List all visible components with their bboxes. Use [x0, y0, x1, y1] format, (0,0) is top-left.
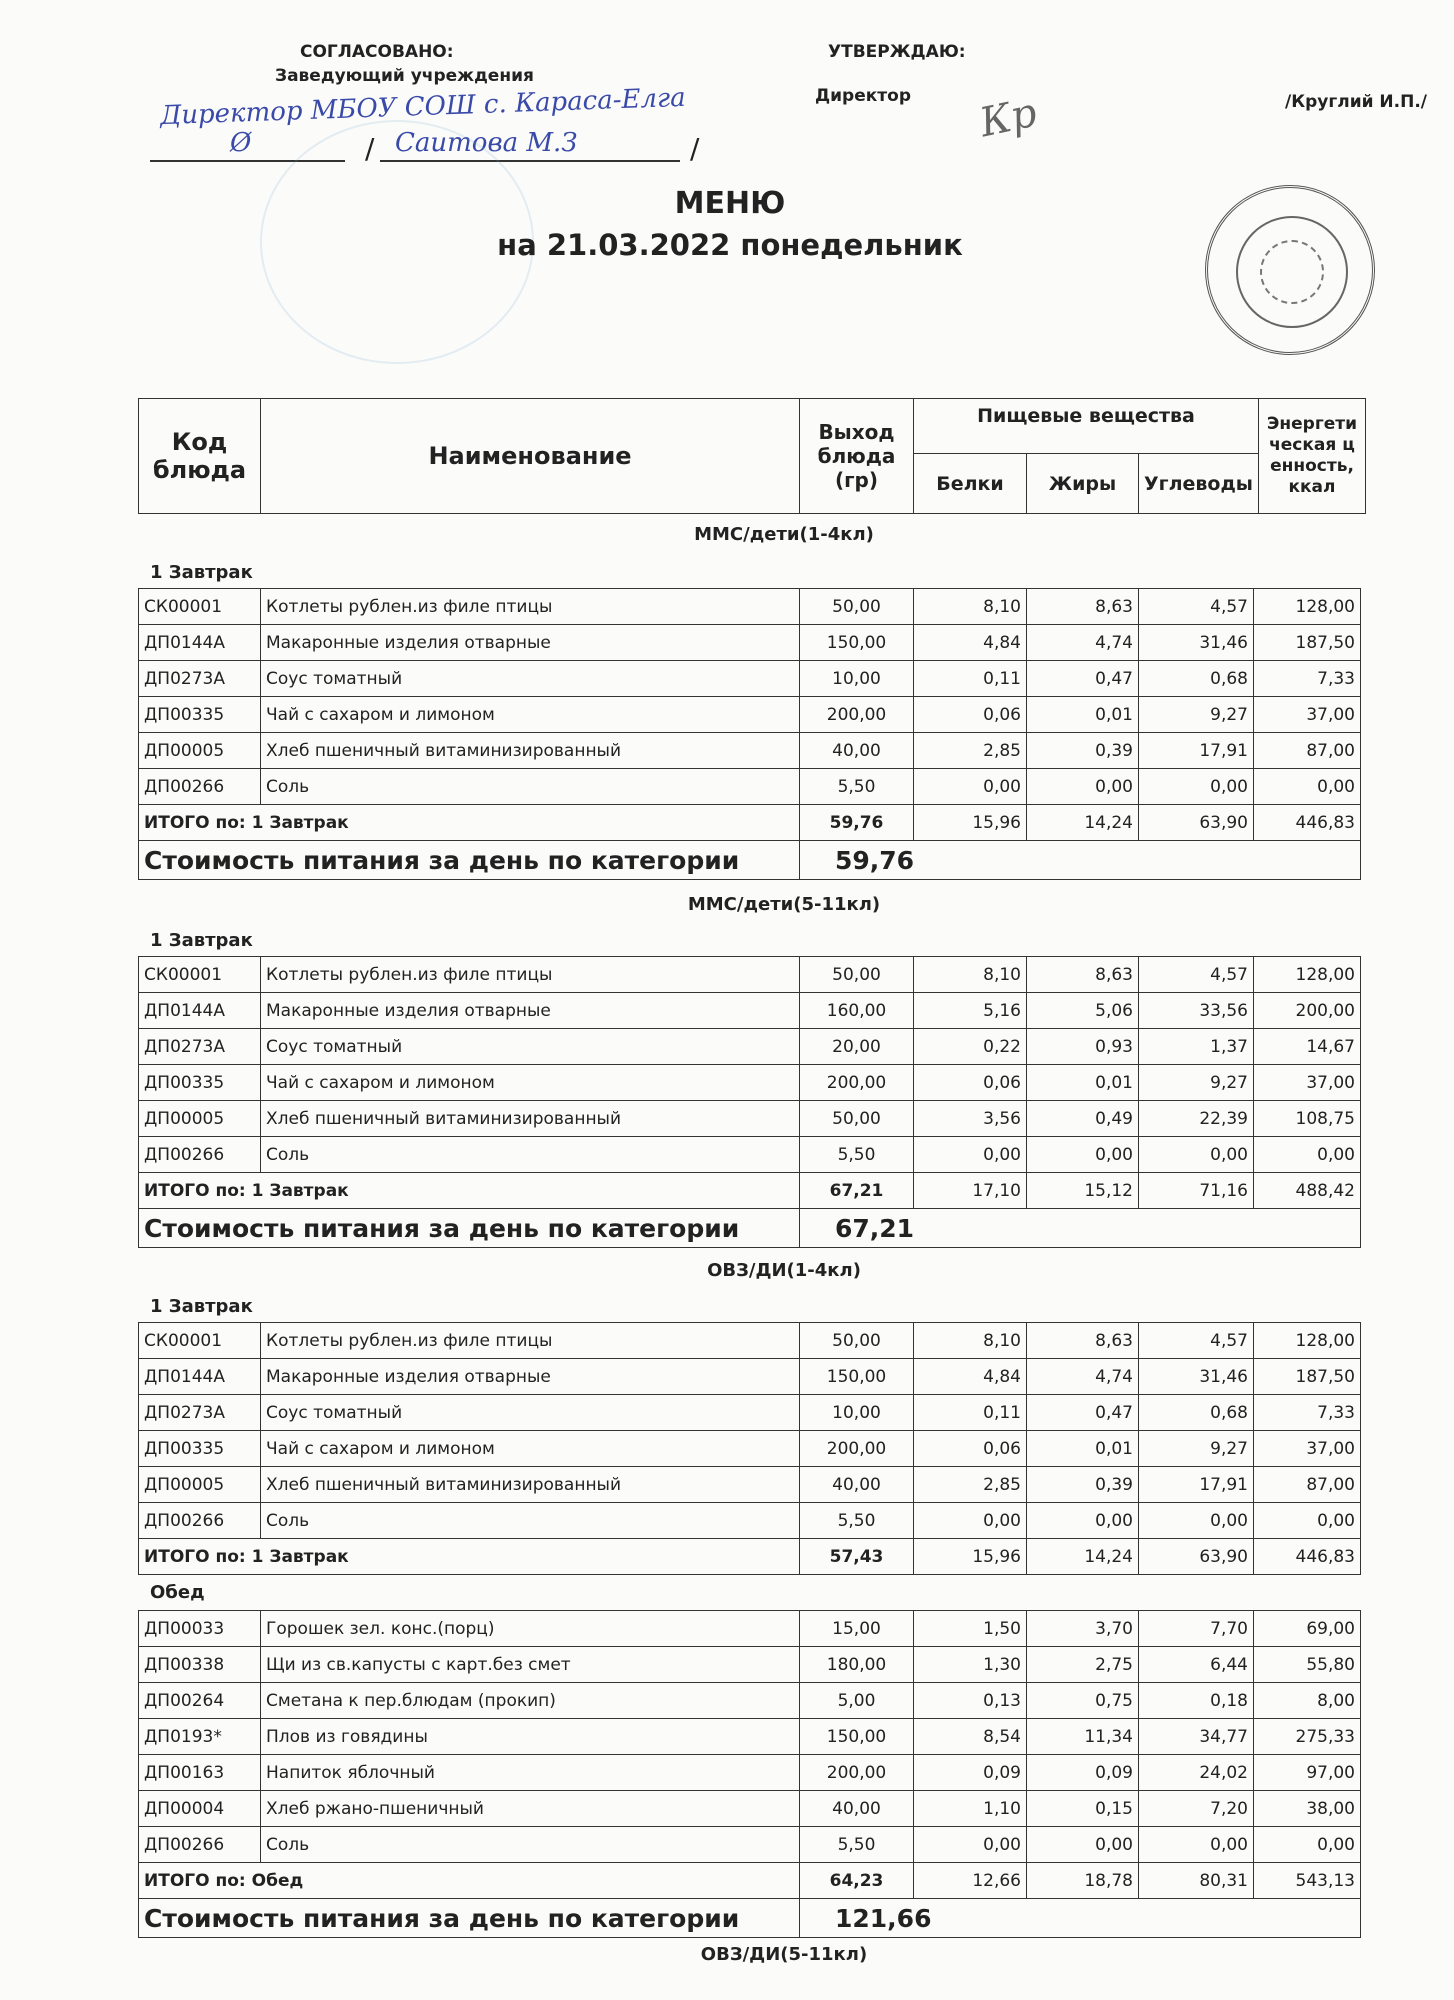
cell-fat: 0,75: [1027, 1683, 1139, 1719]
meal-label: Обед: [150, 1582, 205, 1603]
cell-code: ДП00266: [139, 1137, 261, 1173]
cell-fat: 4,74: [1027, 1359, 1139, 1395]
cell-code: ДП00004: [139, 1791, 261, 1827]
total-protein: 15,96: [914, 805, 1027, 841]
cell-name: Хлеб ржано-пшеничный: [261, 1791, 800, 1827]
cell-carbs: 0,18: [1139, 1683, 1254, 1719]
cell-code: ДП00266: [139, 1827, 261, 1863]
cell-kcal: 7,33: [1254, 661, 1361, 697]
header-name: Наименование: [261, 399, 800, 514]
cell-protein: 8,54: [914, 1719, 1027, 1755]
cell-fat: 0,09: [1027, 1755, 1139, 1791]
cost-value: 121,66: [800, 1899, 1361, 1938]
cell-fat: 0,47: [1027, 661, 1139, 697]
cell-code: ДП00005: [139, 733, 261, 769]
cell-code: ДП00335: [139, 1065, 261, 1101]
cell-name: Котлеты рублен.из филе птицы: [261, 1323, 800, 1359]
cell-yield: 200,00: [800, 1755, 914, 1791]
cell-yield: 50,00: [800, 589, 914, 625]
cell-protein: 1,10: [914, 1791, 1027, 1827]
cell-protein: 2,85: [914, 1467, 1027, 1503]
cost-row: [139, 1899, 1361, 1938]
cell-fat: 5,06: [1027, 993, 1139, 1029]
approve-title: УТВЕРЖДАЮ:: [828, 42, 966, 62]
cell-kcal: 69,00: [1254, 1611, 1361, 1647]
cost-label: Стоимость питания за день по категории: [139, 841, 800, 880]
table-row: [139, 625, 1361, 661]
cell-protein: 0,13: [914, 1683, 1027, 1719]
section-table: [138, 956, 1361, 1248]
cell-protein: 8,10: [914, 589, 1027, 625]
cell-carbs: 31,46: [1139, 625, 1254, 661]
cell-protein: 0,00: [914, 769, 1027, 805]
cell-protein: 8,10: [914, 957, 1027, 993]
cell-protein: 0,00: [914, 1827, 1027, 1863]
table-row: [139, 1683, 1361, 1719]
cell-yield: 160,00: [800, 993, 914, 1029]
cell-name: Чай с сахаром и лимоном: [261, 697, 800, 733]
cell-kcal: 0,00: [1254, 1137, 1361, 1173]
total-carbs: 80,31: [1139, 1863, 1254, 1899]
cell-kcal: 8,00: [1254, 1683, 1361, 1719]
cell-name: Хлеб пшеничный витаминизированный: [261, 733, 800, 769]
agreed-handwritten-name: Саитова М.З: [395, 128, 578, 158]
cell-carbs: 0,68: [1139, 1395, 1254, 1431]
table-row: [139, 957, 1361, 993]
cell-carbs: 17,91: [1139, 733, 1254, 769]
cell-fat: 0,39: [1027, 1467, 1139, 1503]
table-row: [139, 1359, 1361, 1395]
total-yield: 64,23: [800, 1863, 914, 1899]
cell-yield: 5,50: [800, 1137, 914, 1173]
cell-kcal: 0,00: [1254, 769, 1361, 805]
cell-code: ДП0144А: [139, 993, 261, 1029]
cell-yield: 5,50: [800, 1827, 914, 1863]
total-kcal: 488,42: [1254, 1173, 1361, 1209]
cell-carbs: 0,68: [1139, 661, 1254, 697]
cell-protein: 0,22: [914, 1029, 1027, 1065]
header-nutrients: Пищевые вещества: [914, 399, 1259, 454]
cell-name: Соль: [261, 1503, 800, 1539]
cell-protein: 0,06: [914, 1431, 1027, 1467]
cell-yield: 200,00: [800, 697, 914, 733]
total-row: [139, 1173, 1361, 1209]
cell-yield: 10,00: [800, 661, 914, 697]
cell-name: Горошек зел. конс.(порц): [261, 1611, 800, 1647]
cell-name: Макаронные изделия отварные: [261, 1359, 800, 1395]
cell-kcal: 97,00: [1254, 1755, 1361, 1791]
cell-carbs: 0,00: [1139, 1137, 1254, 1173]
cell-protein: 0,06: [914, 697, 1027, 733]
cost-label: Стоимость питания за день по категории: [139, 1209, 800, 1248]
table-row: [139, 1467, 1361, 1503]
table-row: [139, 769, 1361, 805]
agreed-title: СОГЛАСОВАНО:: [300, 42, 454, 62]
cell-code: ДП00338: [139, 1647, 261, 1683]
cell-protein: 1,30: [914, 1647, 1027, 1683]
page-title: МЕНЮ: [674, 186, 786, 221]
cell-kcal: 128,00: [1254, 957, 1361, 993]
cell-code: СК00001: [139, 957, 261, 993]
cell-name: Хлеб пшеничный витаминизированный: [261, 1467, 800, 1503]
cell-protein: 1,50: [914, 1611, 1027, 1647]
cell-yield: 40,00: [800, 1791, 914, 1827]
cell-code: ДП0273А: [139, 661, 261, 697]
cell-kcal: 200,00: [1254, 993, 1361, 1029]
cell-code: ДП00335: [139, 697, 261, 733]
total-protein: 15,96: [914, 1539, 1027, 1575]
cell-carbs: 22,39: [1139, 1101, 1254, 1137]
cell-fat: 0,00: [1027, 769, 1139, 805]
cell-name: Соус томатный: [261, 661, 800, 697]
total-yield: 59,76: [800, 805, 914, 841]
cost-value: 59,76: [800, 841, 1361, 880]
cell-yield: 5,50: [800, 769, 914, 805]
cell-name: Напиток яблочный: [261, 1755, 800, 1791]
table-row: [139, 1065, 1361, 1101]
meal-label: 1 Завтрак: [150, 930, 253, 951]
total-label: ИТОГО по: 1 Завтрак: [139, 1539, 800, 1575]
cell-yield: 150,00: [800, 625, 914, 661]
meal-label: 1 Завтрак: [150, 562, 253, 583]
cell-yield: 50,00: [800, 1101, 914, 1137]
cell-code: ДП0193*: [139, 1719, 261, 1755]
table-row: [139, 1395, 1361, 1431]
cell-yield: 20,00: [800, 1029, 914, 1065]
cell-kcal: 108,75: [1254, 1101, 1361, 1137]
table-row: [139, 1827, 1361, 1863]
section-category-label: ММС/дети(1-4кл): [694, 524, 874, 545]
cell-kcal: 37,00: [1254, 697, 1361, 733]
cell-protein: 8,10: [914, 1323, 1027, 1359]
table-row: [139, 697, 1361, 733]
cell-carbs: 4,57: [1139, 957, 1254, 993]
header-code: Код блюда: [139, 399, 261, 514]
total-label: ИТОГО по: 1 Завтрак: [139, 1173, 800, 1209]
cell-kcal: 37,00: [1254, 1431, 1361, 1467]
section-table: [138, 1610, 1361, 1938]
cell-fat: 8,63: [1027, 1323, 1139, 1359]
table-row: [139, 589, 1361, 625]
total-kcal: 543,13: [1254, 1863, 1361, 1899]
cell-kcal: 187,50: [1254, 625, 1361, 661]
cell-fat: 8,63: [1027, 589, 1139, 625]
approve-position: Директор: [815, 86, 911, 106]
total-label: ИТОГО по: 1 Завтрак: [139, 805, 800, 841]
cell-carbs: 0,00: [1139, 1827, 1254, 1863]
cell-kcal: 87,00: [1254, 1467, 1361, 1503]
header-carbs: Углеводы: [1139, 454, 1259, 514]
cell-carbs: 17,91: [1139, 1467, 1254, 1503]
cell-fat: 0,01: [1027, 1065, 1139, 1101]
cell-carbs: 33,56: [1139, 993, 1254, 1029]
cell-yield: 10,00: [800, 1395, 914, 1431]
total-protein: 17,10: [914, 1173, 1027, 1209]
cost-value: 67,21: [800, 1209, 1361, 1248]
cell-yield: 50,00: [800, 1323, 914, 1359]
cell-fat: 4,74: [1027, 625, 1139, 661]
cell-carbs: 4,57: [1139, 589, 1254, 625]
official-seal-icon: [1205, 185, 1375, 355]
cell-fat: 0,15: [1027, 1791, 1139, 1827]
cost-label: Стоимость питания за день по категории: [139, 1899, 800, 1938]
cell-code: ДП00005: [139, 1101, 261, 1137]
total-label: ИТОГО по: Обед: [139, 1863, 800, 1899]
cell-carbs: 4,57: [1139, 1323, 1254, 1359]
cell-carbs: 24,02: [1139, 1755, 1254, 1791]
cost-row: [139, 1209, 1361, 1248]
cell-carbs: 9,27: [1139, 697, 1254, 733]
cell-kcal: 187,50: [1254, 1359, 1361, 1395]
header-protein: Белки: [914, 454, 1027, 514]
cell-carbs: 7,70: [1139, 1611, 1254, 1647]
cell-fat: 0,47: [1027, 1395, 1139, 1431]
table-row: [139, 1431, 1361, 1467]
total-protein: 12,66: [914, 1863, 1027, 1899]
cell-code: ДП00335: [139, 1431, 261, 1467]
cell-yield: 50,00: [800, 957, 914, 993]
section-category-label: ОВЗ/ДИ(5-11кл): [700, 1944, 868, 1965]
header-yield: Выход блюда (гр): [800, 399, 914, 514]
cell-protein: 0,11: [914, 661, 1027, 697]
menu-table-header: [138, 398, 1366, 514]
agreed-signature: Ø: [230, 128, 252, 158]
cell-fat: 2,75: [1027, 1647, 1139, 1683]
total-fat: 14,24: [1027, 1539, 1139, 1575]
cell-name: Плов из говядины: [261, 1719, 800, 1755]
cell-fat: 0,00: [1027, 1137, 1139, 1173]
table-row: [139, 1647, 1361, 1683]
section-category-label: ММС/дети(5-11кл): [687, 894, 881, 915]
cell-protein: 2,85: [914, 733, 1027, 769]
cell-protein: 0,11: [914, 1395, 1027, 1431]
total-carbs: 71,16: [1139, 1173, 1254, 1209]
cell-carbs: 1,37: [1139, 1029, 1254, 1065]
cell-yield: 200,00: [800, 1065, 914, 1101]
cell-name: Соус томатный: [261, 1395, 800, 1431]
section-table: [138, 588, 1361, 880]
agreed-handwritten-line: Директор МБОУ СОШ с. Караса-Елга: [159, 82, 687, 132]
table-row: [139, 733, 1361, 769]
cell-fat: 0,01: [1027, 1431, 1139, 1467]
cell-name: Соль: [261, 1137, 800, 1173]
cell-name: Чай с сахаром и лимоном: [261, 1431, 800, 1467]
cell-code: ДП0273А: [139, 1395, 261, 1431]
cell-carbs: 34,77: [1139, 1719, 1254, 1755]
total-carbs: 63,90: [1139, 805, 1254, 841]
cell-code: ДП0144А: [139, 1359, 261, 1395]
cell-kcal: 37,00: [1254, 1065, 1361, 1101]
cell-protein: 4,84: [914, 625, 1027, 661]
cell-yield: 5,00: [800, 1683, 914, 1719]
cell-protein: 0,00: [914, 1503, 1027, 1539]
cell-name: Щи из св.капусты с карт.без смет: [261, 1647, 800, 1683]
cell-kcal: 14,67: [1254, 1029, 1361, 1065]
cell-name: Сметана к пер.блюдам (прокип): [261, 1683, 800, 1719]
cell-code: ДП00266: [139, 1503, 261, 1539]
cell-carbs: 9,27: [1139, 1065, 1254, 1101]
cell-yield: 15,00: [800, 1611, 914, 1647]
cell-carbs: 0,00: [1139, 1503, 1254, 1539]
cell-code: ДП00033: [139, 1611, 261, 1647]
cell-yield: 40,00: [800, 1467, 914, 1503]
cell-fat: 11,34: [1027, 1719, 1139, 1755]
total-row: [139, 1863, 1361, 1899]
cell-fat: 0,00: [1027, 1503, 1139, 1539]
cell-name: Макаронные изделия отварные: [261, 993, 800, 1029]
table-row: [139, 661, 1361, 697]
cell-yield: 180,00: [800, 1647, 914, 1683]
cell-protein: 0,09: [914, 1755, 1027, 1791]
header-energy: Энергетическая ценность, ккал: [1258, 399, 1365, 514]
page-subtitle: на 21.03.2022 понедельник: [497, 228, 963, 262]
total-yield: 67,21: [800, 1173, 914, 1209]
slash-right: /: [690, 132, 700, 165]
section-table: [138, 1322, 1361, 1575]
total-fat: 15,12: [1027, 1173, 1139, 1209]
cell-name: Котлеты рублен.из филе птицы: [261, 957, 800, 993]
cell-kcal: 0,00: [1254, 1503, 1361, 1539]
cell-code: ДП0273А: [139, 1029, 261, 1065]
cell-code: ДП00264: [139, 1683, 261, 1719]
cell-kcal: 38,00: [1254, 1791, 1361, 1827]
cell-code: СК00001: [139, 1323, 261, 1359]
table-row: [139, 1791, 1361, 1827]
header-fat: Жиры: [1027, 454, 1139, 514]
cell-code: ДП0144А: [139, 625, 261, 661]
cell-code: ДП00005: [139, 1467, 261, 1503]
agreed-position: Заведующий учреждения: [275, 66, 534, 86]
cell-kcal: 87,00: [1254, 733, 1361, 769]
cell-protein: 3,56: [914, 1101, 1027, 1137]
cell-code: ДП00163: [139, 1755, 261, 1791]
cell-carbs: 31,46: [1139, 1359, 1254, 1395]
cell-fat: 0,49: [1027, 1101, 1139, 1137]
cell-yield: 150,00: [800, 1359, 914, 1395]
meal-label: 1 Завтрак: [150, 1296, 253, 1317]
table-row: [139, 1503, 1361, 1539]
table-row: [139, 1029, 1361, 1065]
cell-yield: 5,50: [800, 1503, 914, 1539]
table-row: [139, 1323, 1361, 1359]
cell-kcal: 7,33: [1254, 1395, 1361, 1431]
table-row: [139, 1137, 1361, 1173]
cell-name: Соль: [261, 1827, 800, 1863]
cell-fat: 0,00: [1027, 1827, 1139, 1863]
cell-fat: 0,01: [1027, 697, 1139, 733]
cell-carbs: 0,00: [1139, 769, 1254, 805]
cell-fat: 0,93: [1027, 1029, 1139, 1065]
total-row: [139, 1539, 1361, 1575]
cell-carbs: 9,27: [1139, 1431, 1254, 1467]
cell-yield: 40,00: [800, 733, 914, 769]
cell-protein: 4,84: [914, 1359, 1027, 1395]
table-row: [139, 1755, 1361, 1791]
cell-carbs: 6,44: [1139, 1647, 1254, 1683]
table-row: [139, 1719, 1361, 1755]
cell-code: ДП00266: [139, 769, 261, 805]
approve-signature: Кр: [975, 89, 1041, 147]
cell-name: Соус томатный: [261, 1029, 800, 1065]
cell-code: СК00001: [139, 589, 261, 625]
table-row: [139, 1611, 1361, 1647]
cell-kcal: 0,00: [1254, 1827, 1361, 1863]
cell-kcal: 128,00: [1254, 1323, 1361, 1359]
cell-fat: 3,70: [1027, 1611, 1139, 1647]
cell-protein: 0,00: [914, 1137, 1027, 1173]
total-kcal: 446,83: [1254, 1539, 1361, 1575]
total-yield: 57,43: [800, 1539, 914, 1575]
table-row: [139, 993, 1361, 1029]
cell-name: Котлеты рублен.из филе птицы: [261, 589, 800, 625]
slash-left: /: [365, 132, 375, 165]
cell-fat: 8,63: [1027, 957, 1139, 993]
table-row: [139, 1101, 1361, 1137]
section-category-label: ОВЗ/ДИ(1-4кл): [707, 1260, 861, 1281]
total-fat: 14,24: [1027, 805, 1139, 841]
cell-name: Чай с сахаром и лимоном: [261, 1065, 800, 1101]
cell-protein: 5,16: [914, 993, 1027, 1029]
cell-yield: 150,00: [800, 1719, 914, 1755]
cell-name: Хлеб пшеничный витаминизированный: [261, 1101, 800, 1137]
cell-kcal: 128,00: [1254, 589, 1361, 625]
total-kcal: 446,83: [1254, 805, 1361, 841]
cell-kcal: 275,33: [1254, 1719, 1361, 1755]
cell-protein: 0,06: [914, 1065, 1027, 1101]
cell-carbs: 7,20: [1139, 1791, 1254, 1827]
cell-kcal: 55,80: [1254, 1647, 1361, 1683]
cell-yield: 200,00: [800, 1431, 914, 1467]
cell-name: Макаронные изделия отварные: [261, 625, 800, 661]
cell-fat: 0,39: [1027, 733, 1139, 769]
cost-row: [139, 841, 1361, 880]
total-row: [139, 805, 1361, 841]
total-fat: 18,78: [1027, 1863, 1139, 1899]
cell-name: Соль: [261, 769, 800, 805]
approve-name: /Круглий И.П./: [1285, 92, 1428, 112]
total-carbs: 63,90: [1139, 1539, 1254, 1575]
